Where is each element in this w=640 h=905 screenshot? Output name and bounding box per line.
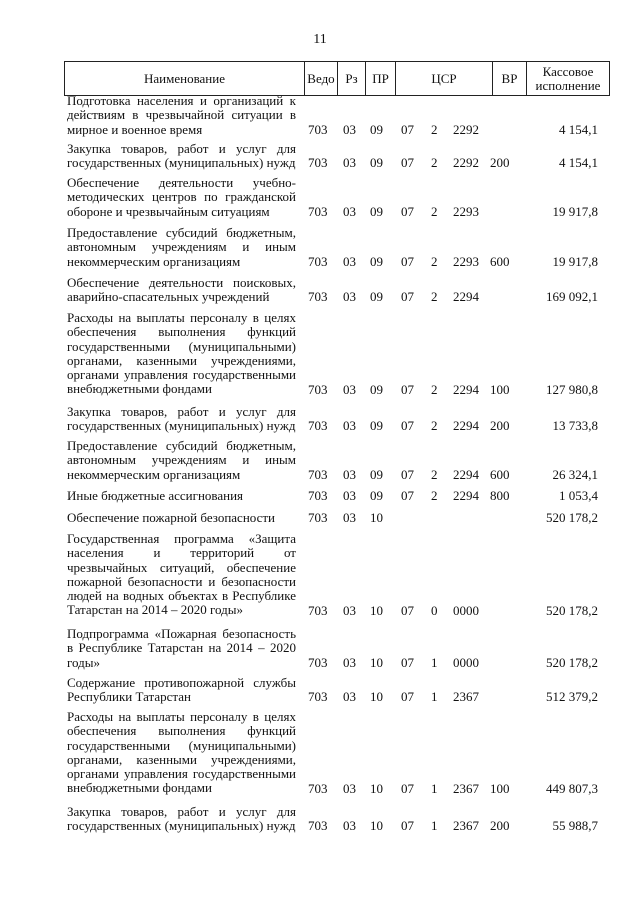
row-name: Подготовка населения и организаций к действиям в чрезвычайной ситуации в мирное и военное время (67, 93, 296, 137)
row-name: Обеспечение деятельности поисковых, аварийно-спасательных учреждений (67, 275, 296, 305)
page-number: 11 (313, 32, 327, 47)
row-name: Закупка товаров, работ и услуг для государственных (муниципальных) нужд (67, 141, 296, 171)
row-name: Обеспечение пожарной безопасности (67, 510, 276, 525)
row-csr1: 07 (401, 381, 414, 397)
table-row (64, 176, 610, 219)
header-ved (304, 62, 337, 95)
row-pr: 09 (370, 381, 383, 397)
row-rz: 03 (343, 466, 356, 482)
header-csr: ЦСР (395, 62, 492, 95)
row-name: Подпрограмма «Пожарная безопасность в Республике Татарстан на 2014 – 2020 годы» (67, 626, 296, 670)
table-row (64, 532, 610, 618)
row-pr: 09 (370, 289, 383, 305)
row-sum: 520 178,2 (546, 654, 598, 670)
row-vr: 600 (490, 253, 510, 269)
row-rz: 03 (343, 121, 356, 137)
row-ved: 703 (308, 488, 328, 503)
row-csr3: 2294 (453, 289, 479, 305)
row-rz: 03 (343, 289, 356, 305)
row-pr: 10 (370, 818, 383, 834)
row-csr2: 2 (431, 289, 438, 305)
row-csr3: 2292 (453, 155, 479, 171)
row-vr: 200 (490, 818, 510, 834)
row-name: Содержание противопожарной службы Республики Татарстан (67, 675, 296, 705)
row-sum: 520 178,2 (546, 510, 598, 525)
row-rz: 03 (343, 381, 356, 397)
row-csr3: 2294 (453, 418, 479, 434)
header-rz: Рз (337, 62, 365, 95)
table-row (64, 627, 610, 670)
row-csr3: 2367 (453, 780, 479, 796)
row-ved: 703 (308, 418, 328, 434)
row-csr3: 2293 (453, 203, 479, 219)
row-pr: 09 (370, 418, 383, 434)
row-csr1: 07 (401, 155, 414, 171)
row-pr: 10 (370, 780, 383, 796)
row-rz: 03 (343, 155, 356, 171)
row-ved: 703 (308, 381, 328, 397)
row-pr: 09 (370, 488, 383, 503)
row-sum: 449 807,3 (546, 780, 598, 796)
row-csr1: 07 (401, 488, 414, 503)
row-ved: 703 (308, 780, 328, 796)
table-row (64, 311, 610, 397)
row-csr2: 2 (431, 418, 438, 434)
row-csr1: 07 (401, 689, 414, 705)
row-pr: 09 (370, 466, 383, 482)
row-csr3: 2294 (453, 488, 479, 503)
row-ved: 703 (308, 253, 328, 269)
row-csr2: 2 (431, 203, 438, 219)
row-csr1: 07 (401, 780, 414, 796)
row-csr1: 07 (401, 466, 414, 482)
table-row (64, 276, 610, 305)
row-ved: 703 (308, 466, 328, 482)
row-csr3: 0000 (453, 654, 479, 670)
row-pr: 10 (370, 654, 383, 670)
row-sum: 26 324,1 (552, 466, 598, 482)
row-csr2: 2 (431, 488, 438, 503)
table-row (64, 142, 610, 171)
row-name: Закупка товаров, работ и услуг для государственных (муниципальных) нужд (67, 404, 296, 434)
row-sum: 4 154,1 (559, 155, 598, 171)
row-rz: 03 (343, 418, 356, 434)
row-name: Предоставление субсидий бюджетным, автономным учреждениям и иным некоммерческим организациям (67, 225, 296, 269)
row-csr2: 2 (431, 381, 438, 397)
row-rz: 03 (343, 488, 356, 503)
row-pr: 10 (370, 602, 383, 618)
row-pr: 09 (370, 253, 383, 269)
row-sum: 512 379,2 (546, 689, 598, 705)
row-name: Расходы на выплаты персоналу в целях обеспечения выполнения функций государственными (муниципальными) органами, казенными учреждениями, органами управления государственными внебюджетными фондами (67, 310, 296, 397)
row-pr: 10 (370, 689, 383, 705)
row-csr2: 1 (431, 818, 438, 834)
header-sum: Кассовое исполнение (526, 62, 610, 95)
row-csr1: 07 (401, 418, 414, 434)
row-csr2: 1 (431, 654, 438, 670)
row-ved: 703 (308, 121, 328, 137)
row-csr3: 2367 (453, 818, 479, 834)
row-csr3: 2294 (453, 466, 479, 482)
row-name: Предоставление субсидий бюджетным, автономным учреждениям и иным некоммерческим организациям (67, 438, 296, 482)
row-rz: 03 (343, 818, 356, 834)
table-row (64, 226, 610, 269)
row-csr2: 2 (431, 253, 438, 269)
row-ved: 703 (308, 203, 328, 219)
row-csr1: 07 (401, 203, 414, 219)
row-pr: 09 (370, 121, 383, 137)
row-pr: 09 (370, 155, 383, 171)
row-name: Закупка товаров, работ и услуг для государственных (муниципальных) нужд (67, 804, 296, 834)
row-rz: 03 (343, 510, 356, 525)
row-vr: 800 (490, 488, 510, 503)
row-vr: 200 (490, 155, 510, 171)
row-sum: 55 988,7 (552, 818, 598, 834)
row-csr2: 2 (431, 121, 438, 137)
row-ved: 703 (308, 602, 328, 618)
row-rz: 03 (343, 253, 356, 269)
table-row (64, 676, 610, 705)
row-name: Государственная программа «Защита населения и территорий от чрезвычайных ситуаций, обеспечение пожарной безопасности и безопасности людей на водных объектах в Республике Татарстан на 2014 – 2020 годы» (67, 531, 296, 618)
row-csr1: 07 (401, 289, 414, 305)
row-ved: 703 (308, 689, 328, 705)
header-name: Наименование (64, 62, 304, 95)
row-sum: 169 092,1 (546, 289, 598, 305)
row-name: Обеспечение деятельности учебно-методических центров по гражданской обороне и чрезвычайным ситуациям (67, 175, 296, 219)
row-pr: 09 (370, 203, 383, 219)
row-csr2: 1 (431, 689, 438, 705)
header-pr: ПР (365, 62, 395, 95)
table-row (64, 489, 610, 503)
row-csr2: 2 (431, 466, 438, 482)
row-sum: 127 980,8 (546, 381, 598, 397)
row-vr: 600 (490, 466, 510, 482)
row-name: Расходы на выплаты персоналу в целях обеспечения выполнения функций государственными (муниципальными) органами, казенными учреждениями, органами управления государственными внебюджетными фондами (67, 709, 296, 796)
row-ved: 703 (308, 654, 328, 670)
row-vr: 100 (490, 780, 510, 796)
row-rz: 03 (343, 654, 356, 670)
row-sum: 19 917,8 (552, 253, 598, 269)
row-vr: 200 (490, 418, 510, 434)
row-csr3: 2367 (453, 689, 479, 705)
row-name: Иные бюджетные ассигнования (67, 488, 244, 503)
table-header (64, 61, 610, 96)
row-csr3: 2294 (453, 381, 479, 397)
row-ved: 703 (308, 155, 328, 171)
table-row (64, 405, 610, 434)
table-row (64, 710, 610, 796)
row-rz: 03 (343, 780, 356, 796)
row-csr3: 2293 (453, 253, 479, 269)
row-sum: 4 154,1 (559, 121, 598, 137)
row-sum: 13 733,8 (552, 418, 598, 434)
row-csr1: 07 (401, 121, 414, 137)
row-sum: 19 917,8 (552, 203, 598, 219)
row-csr1: 07 (401, 602, 414, 618)
row-ved: 703 (308, 510, 328, 525)
row-csr2: 2 (431, 155, 438, 171)
row-sum: 520 178,2 (546, 602, 598, 618)
row-csr1: 07 (401, 818, 414, 834)
row-csr1: 07 (401, 654, 414, 670)
row-csr3: 0000 (453, 602, 479, 618)
row-sum: 1 053,4 (559, 488, 598, 503)
table-row (64, 511, 610, 525)
table-row (64, 805, 610, 834)
row-rz: 03 (343, 689, 356, 705)
row-csr2: 1 (431, 780, 438, 796)
row-rz: 03 (343, 602, 356, 618)
table-row (64, 94, 610, 137)
table-row (64, 439, 610, 482)
header-vr: ВР (492, 62, 526, 95)
row-csr3: 2292 (453, 121, 479, 137)
row-pr: 10 (370, 510, 383, 525)
row-csr1: 07 (401, 253, 414, 269)
row-ved: 703 (308, 818, 328, 834)
row-vr: 100 (490, 381, 510, 397)
row-ved: 703 (308, 289, 328, 305)
row-rz: 03 (343, 203, 356, 219)
row-csr2: 0 (431, 602, 438, 618)
header-ved-label: Ведо (307, 70, 335, 86)
